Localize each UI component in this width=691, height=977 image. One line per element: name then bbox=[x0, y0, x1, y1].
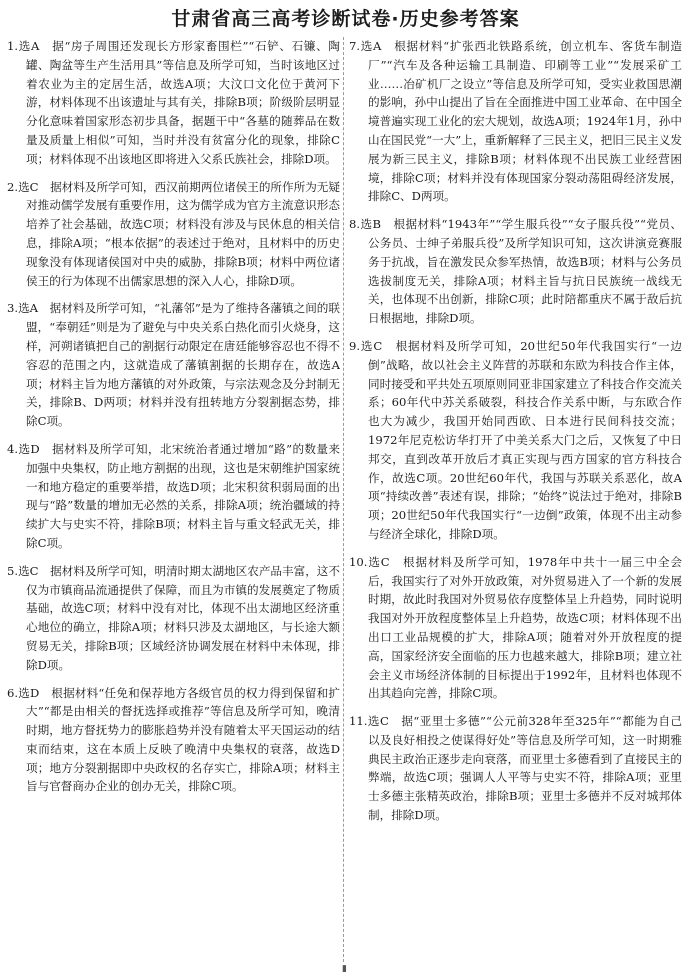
left-column bbox=[7, 37, 340, 962]
answer-item-11 bbox=[349, 712, 682, 825]
right-column bbox=[349, 37, 682, 962]
answer-item-8 bbox=[349, 215, 682, 328]
answer-item-2 bbox=[7, 178, 340, 291]
answer-text: 11.选C 据“亚里士多德”“公元前328年至325年”“都能为自己以及良好相投之使谋得好处”等信息及所学可知，这一时期雅典民主政治正逐步走向衰落，而亚里士多德看到了直接民主的弊端，故选C项；强调人人平等与史实不符，排除A项；亚里士多德主张精英政治，排除B项；亚里士多德并不反对城邦体制，排除D项。 bbox=[349, 714, 682, 823]
answer-text: 6.选D 根据材料“任免和保荐地方各级官员的权力得到保留和扩大”“都是由相关的督抚选择或推荐”等信息及所学可知，晚清时期，地方督抚势力的膨胀趋势并没有随着太平天国运动的结束而结束，这在本质上反映了晚清中央集权的衰落，故选D项；地方分裂割据即中央政权的名存实亡，排除A项；材料主旨与官督商办企业的创办无关，排除C项。 bbox=[7, 685, 340, 794]
answer-text: 8.选B 根据材料“1943年”“学生服兵役”“女子服兵役”“党员、公务员、士绅子弟服兵役”及所学知识可知，这次讲演竞赛服务于抗战，旨在激发民众参军热情，故选B项；材料与公务员选拔制度无关，排除A项；材料主旨与抗日民族统一战线无关，也体现不出创新，排除C项；此时陪都重庆不属于敌后抗日根据地，排除D项。 bbox=[349, 217, 682, 326]
answer-text: 10.选C 根据材料及所学可知，1978年中共十一届三中全会后，我国实行了对外开放政策，对外贸易进入了一个新的发展时期，故此时我国对外贸易依存度整体呈上升趋势，同时说明我国对外开放程度整体呈上升趋势，故选C项；材料体现不出出口工业品规模的扩大，排除A项；随着对外开放程度的提高，国家经济安全面临的压力也越来越大，排除B项；建立社会主义市场经济体制的目标提出于1992年，且材料也体现不出其趋向完善，排除C项。 bbox=[349, 554, 682, 701]
answer-item-1 bbox=[7, 37, 340, 169]
answer-text: 9.选C 根据材料及所学可知，20世纪50年代我国实行“一边倒”战略，故以社会主义阵营的苏联和东欧为科技合作主体，同时接受和平共处五项原则同亚非国家建立了科技合作交流关系；60年代中苏关系破裂，科技合作关系中断，与东欧合作也大为减少，我国开始同西欧、日本进行民间科技交流；1972年尼克松访华打开了中美关系大门之后，又恢复了中日邦交，直到改革开放后才真正实现与西方国家的官方科技合作，故选C项。20世纪60年代，我国与苏联关系恶化，故A项“持续改善”表述有误，排除；“始终”说法过于绝对，排除B项；20世纪50年代我国实行“一边倒”政策，体现不出主动参与经济全球化，排除D项。 bbox=[349, 338, 682, 541]
answer-text: 1.选A 据“房子周围还发现长方形家畜围栏”“石铲、石镰、陶罐、陶盆等生产生活用具”等信息及所学可知，当时该地区过着农业为主的定居生活，故选A项；大汶口文化位于黄河下游，材料体现不出该遗址与其有关，排除B项；阶级阶层明显分化意味着国家形态初步具备，据题干中“各墓的随葬品在数量及质量上相似”可知，当时并没有贫富分化的现象，排除C项；材料体现不出该地区即将进入父系氏族社会，排除D项。 bbox=[7, 39, 340, 166]
answer-text: 5.选C 据材料及所学可知，明清时期太湖地区农产品丰富，这不仅为市镇商品流通提供了保障，而且为市镇的发展奠定了物质基础，故选C项；材料中没有对比，体现不出太湖地区经济重心地位的确立，排除A项；材料只涉及太湖地区，与长途大额贸易无关，排除B项；区域经济协调发展在材料中未体现，排除D项。 bbox=[7, 563, 340, 672]
answer-text: 2.选C 据材料及所学可知，西汉前期两位诸侯王的所作所为无疑对推动儒学发展有重要作用，这为儒学成为官方主流意识形态培养了社会基础，故选C项；材料没有涉及与民休息的相关信息，排除A项；“根本依据”的表述过于绝对，且材料中的历史现象没有体现诸侯国对中央的威胁，排除B项；材料中两位诸侯王的行为体现不出儒家思想的深入人心，排除D项。 bbox=[7, 179, 340, 288]
answer-item-5 bbox=[7, 562, 340, 675]
answer-item-10 bbox=[349, 553, 682, 703]
answer-item-7 bbox=[349, 37, 682, 206]
answer-text: 7.选A 根据材料“扩张西北铁路系统，创立机车、客货车制造厂”“汽车及各种运输工具制造、印刷等工业”“发展采矿工业……冶矿机厂之设立”等信息及所学可知，受实业救国思潮的影响，孙中山提出了旨在全面推进中国工业革命、在中国全境普遍实现工业化的宏大规划，故选A项；1924年1月，孙中山在国民党“一大”上，重新解释了三民主义，把旧三民主义发展为新三民主义，排除B项；材料体现不出民族工业经营困境，排除C项；材料并没有体现国家分裂动荡阻碍经济发展，排除C、D两项。 bbox=[349, 39, 682, 204]
answer-text: 3.选A 据材料及所学可知，“礼藩邻”是为了维持各藩镇之间的联盟，“奉朝廷”则是为了避免与中央关系白热化而引火烧身，这样，河朔诸镇把自己的割据行动限定在唐廷能够容忍也不得不容忍的范围之内，这就造成了藩镇割据的长期存在，故选A项；材料主旨为地方藩镇的对外政策，与宗法观念及分封制无关，排除B、D两项；材料并没有扭转地方分裂割据态势，排除C项。 bbox=[7, 301, 340, 429]
column-divider bbox=[343, 37, 344, 962]
page-title: 甘肃省高三高考诊断试卷·历史参考答案 bbox=[171, 8, 520, 30]
answer-text: 4.选D 据材料及所学可知，北宋统治者通过增加“路”的数量来加强中央集权，防止地方割据的出现，这也是宋朝维护国家统一和地方稳定的重要举措，故选D项；北宋积贫积弱局面的出现与“路”数量的增加无必然的关系，排除A项；统治疆域的持续扩大与史实不符，排除B项；材料主旨与重文轻武无关，排除C项。 bbox=[7, 441, 340, 550]
answer-item-6 bbox=[7, 684, 340, 797]
answer-item-9 bbox=[349, 337, 682, 544]
answer-item-3 bbox=[7, 299, 340, 431]
page-footer-mark: ▮ bbox=[342, 964, 347, 974]
answer-item-4 bbox=[7, 440, 340, 553]
